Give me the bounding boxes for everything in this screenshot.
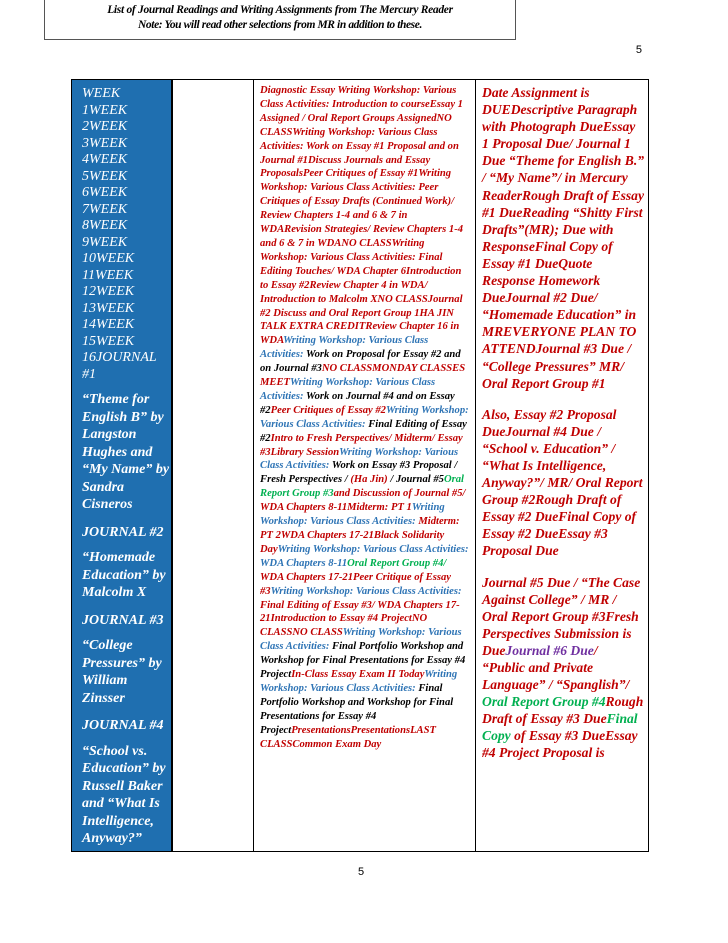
schedule-table [71, 79, 649, 852]
activity-text: WDA [260, 335, 284, 347]
week-label: 12WEEK [82, 284, 135, 299]
activity-text: / Journal #5 [387, 474, 444, 486]
week-label: 8WEEK [82, 218, 128, 233]
activity-text: Final Editing of Essay #2 [260, 418, 467, 444]
assignment-paragraph [482, 406, 644, 560]
header-title: List of Journal Readings and Writing Assignments from The Mercury Reader [107, 4, 453, 16]
activity-text: Peer Critiques of Essay #2 [270, 404, 386, 416]
activity-text: Writing Workshop: Various Class Activities: [270, 585, 462, 597]
week-label: 5WEEK [82, 168, 128, 184]
activity-text: Oral Report Group #4/ [347, 557, 447, 569]
activity-text: Writing Workshop: Various Class Activities: [260, 335, 429, 361]
week-label: 9WEEK [82, 234, 128, 250]
reading-title: “College Pressures” by William Zinsser [82, 638, 162, 706]
assignment-text: Date Assignment is DUEDescriptive Paragraph with Photograph DueEssay 1 Proposal Due/ Journal 1 Due “Theme for English B.” / “My Name”/ in Mercury ReaderRough Draft of Essay #1 DueReading “Shitty First Drafts”(MR); Due with ResponseFinal Copy of Essay #1 DueQuote Response Homework DueJournal #2 Due/ “Homemade Education” in MREVERYONE PLAN TO ATTENDJournal #3 Due / “College Pressures” MR/ Oral Report Group #1 [482, 85, 645, 391]
table-row [72, 80, 649, 852]
activity-text: and Discussion of Journal #5/ WDA Chapters 8-11Midterm: PT 1 [260, 488, 466, 514]
readings-list [72, 391, 171, 848]
week-label: 11WEEK [82, 267, 134, 283]
reading-entry [72, 637, 171, 735]
assignment-text: of Essay #3 DueEssay #4 Project Proposal is [482, 728, 638, 761]
page-number-top: 5 [635, 44, 642, 56]
reading-title: “Homemade Education” by Malcolm X [82, 550, 166, 600]
activity-text: Writing Workshop: Various Class Activities: [260, 377, 436, 402]
week-label: 10WEEK [82, 251, 135, 266]
activity-text: WDA Chapters 17-21Peer Critique of Essay #3 [260, 571, 451, 597]
week-label: 6WEEK [82, 185, 128, 200]
assignment-text: / “Public and Private Language” / “Spanglish”/ [482, 642, 630, 693]
page-number-bottom: 5 [358, 866, 365, 878]
assignment-text: Journal #5 Due / “The Case Against College” / MR / Oral Report Group #3Fresh Perspectives Submission is Due [482, 574, 641, 658]
week-label: WEEK [82, 86, 121, 101]
week-label: 15WEEK [82, 333, 135, 349]
activity-text: Writing Workshop: Various Class Activities: [260, 446, 459, 472]
assignment-paragraph [482, 574, 644, 762]
assignment-paragraph [482, 84, 644, 392]
activity-text: Work on Essay #3 Proposal / Fresh Perspectives / [260, 460, 458, 486]
activity-text: Writing Workshop: Various Class Activities: [260, 502, 445, 528]
week-label: 14WEEK [82, 317, 135, 332]
activity-text: Final Portfolio Workshop and Workshop for Final Presentations for Essay #4 Project [260, 641, 466, 681]
activity-text: Intro to Fresh Perspectives/ Midterm/ Essay #3Library Session [260, 432, 463, 458]
assignment-text: Oral Report Group #4 [482, 694, 606, 710]
assignment-text: Rough Draft of Essay #3 Due [482, 694, 644, 727]
activity-text: Final Portfolio Workshop and Workshop for Final Presentations for Essay #4 Project [260, 682, 454, 736]
activity-text: Writing Workshop: Various Class Activities: [260, 669, 458, 694]
assignment-text: Also, Essay #2 Proposal DueJournal #4 Due / “School v. Education” / “What Is Intelligence, Anyway?”/ MR/ Oral Report Group #2Rough Draft of Essay #2 DueFinal Copy of Essay #2 DueEssay #3 Proposal Due [482, 406, 643, 559]
activity-text: PresentationsPresentationsLAST CLASSCommon Exam Day [260, 724, 436, 750]
journal-label: JOURNAL #2 [82, 524, 164, 540]
activity-text: Work on Journal #4 and on Essay #2 [260, 390, 455, 416]
reading-title: “School vs. Education” by Russell Baker and “What Is Intelligence, Anyway?” [82, 743, 166, 846]
activity-text: Midterm: PT 2WDA Chapters 17-21Black Solidarity Day [260, 516, 460, 555]
week-label: 4WEEK [82, 152, 128, 167]
activity-text: In-Class Essay Exam II Today [291, 669, 425, 681]
reading-entry [72, 549, 171, 629]
activity-text: NO CLASSMONDAY CLASSES MEET [260, 363, 466, 389]
activity-text: Oral Report Group #3 [260, 474, 464, 500]
activity-text: Writing Workshop: Various Class Activities: WDA Chapters 8-11 [260, 543, 469, 569]
assignment-text: Final Copy [482, 711, 638, 744]
week-label: 3WEEK [82, 135, 128, 151]
activities-text [254, 80, 475, 752]
assignment-text: Journal #6 Due [505, 642, 594, 658]
activity-text: Final Editing of Essay #3/ WDA Chapters 17-21Introduction to Essay #4 ProjectNO CLASSNO CLASS [260, 599, 460, 639]
activity-text: Work on Proposal for Essay #2 and on Journal #3 [260, 349, 461, 375]
activity-text: Diagnostic Essay Writing Workshop: Various Class Activities: Introduction to courseEssay 1 Assigned / Oral Report Groups AssignedNO CLASSWriting Workshop: Various Class Activities: Work on Essay #1 Proposal and on Journal #1Discuss Journals and Essay ProposalsPeer Critiques of Essay #1Writing Workshop: Various Class Activities: Peer Critiques of Essay Drafts (Continued Work)/ Review Chapters 1-4 and 6 & 7 in WDARevision Strategies/ Review Chapters 1-4 and 6 & 7 in WDANO CLASSWriting Workshop: Various Class Activities: Final Editing Touches/ WDA Chapter 6Introduction to Essay #2Review Chapter 4 in WDA/ Introduction to Malcolm XNO CLASSJournal #2 Discuss and Oral Report Group 1HA JIN TALK EXTRA CREDITReview Chapter 16 in [260, 85, 464, 333]
week-label: 2WEEK [82, 119, 128, 134]
reading-entry [72, 743, 171, 848]
week-label: 7WEEK [82, 201, 128, 217]
reading-entry [72, 391, 171, 541]
activity-text: Writing Workshop: Various Class Activities: [260, 627, 462, 653]
week-label: 1WEEK [82, 102, 128, 118]
journal-label: JOURNAL #3 [82, 612, 164, 628]
activity-text: Writing Workshop: Various Class Activities: [260, 404, 469, 430]
week-label: 13WEEK [82, 300, 135, 316]
assignments-column [476, 80, 649, 852]
week-list [72, 80, 171, 383]
weeks-column [72, 80, 172, 852]
activities-column [254, 80, 476, 852]
assignments-text [476, 80, 648, 762]
week-label: 16JOURNAL [82, 350, 157, 365]
activity-text: (Ha Jin) [350, 474, 388, 486]
header-box [44, 0, 516, 40]
header-note: Note: You will read other selections from MR in addition to these. [138, 19, 422, 31]
journal-label: JOURNAL #4 [82, 718, 164, 733]
reading-title: “Theme for English B” by Langston Hughes and “My Name” by Sandra Cisneros [82, 392, 170, 512]
blank-column [172, 80, 254, 852]
week-label: #1 [82, 366, 96, 382]
